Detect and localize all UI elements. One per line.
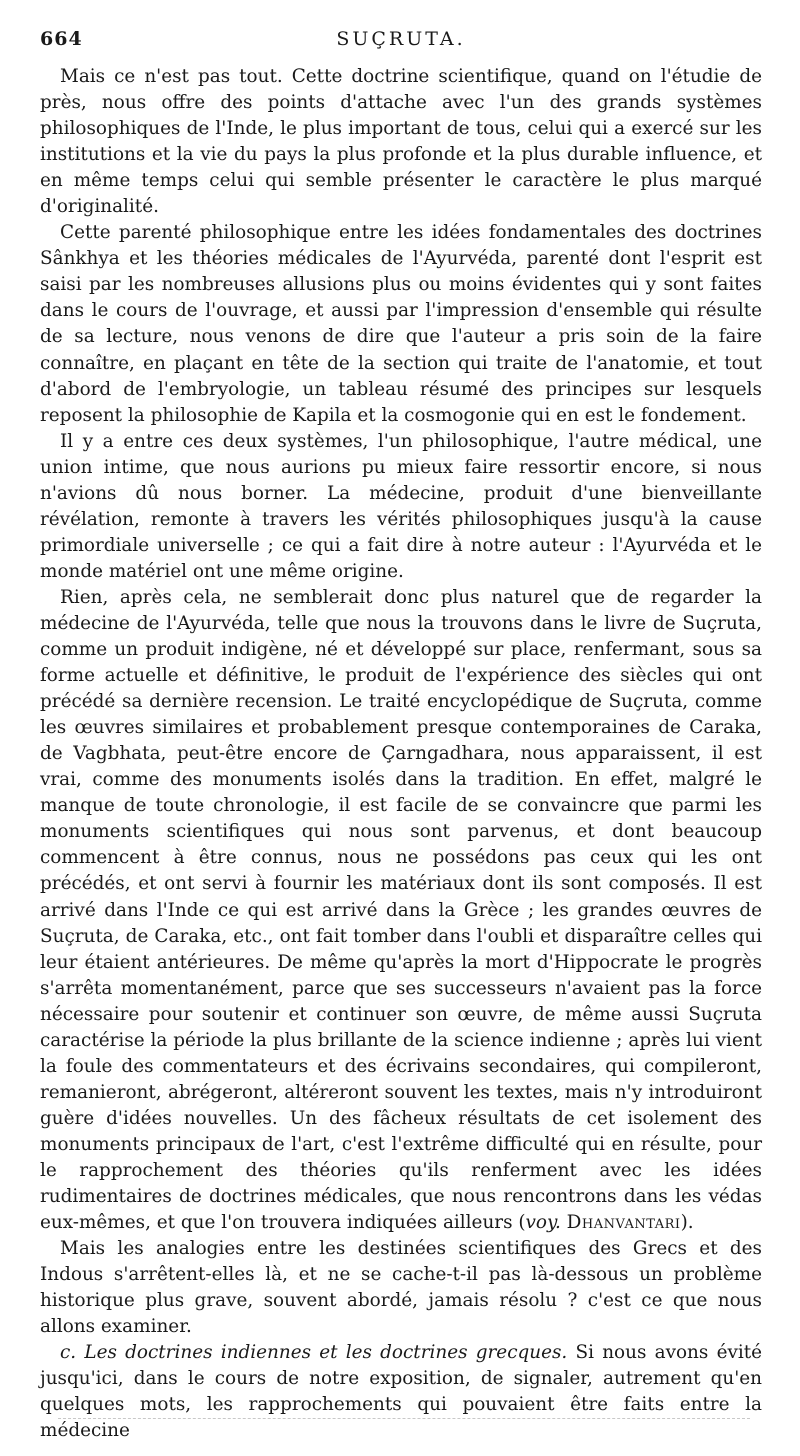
paragraph-text: Rien, après cela, ne semblerait donc plus naturel que de regarder la médecine de l'Ayurvéda, telle que nous la trouvons dans le livre de Suçruta, comme un produit indigène, né et développé sur place, renfermant, sous sa forme actuelle et définitive, le produit de l'expérience des siècles qui ont précédé sa dernière recension. Le traité encyclopédique de Suçruta, comme les œuvres similaires et probablement presque contemporaines de Caraka, de Vagbhata, peut-être encore de Çarngadhara, nous apparaissent, il est vrai, comme des monuments isolés dans la tradition. En effet, malgré le manque de toute chronologie, il est facile de se convaincre que parmi les monuments scientifiques qui nous sont parvenus, et dont beaucoup commencent à être connus, nous ne possédons pas ceux qui les ont précédés, et ont servi à fournir les matériaux dont ils sont composés. Il est arrivé dans l'Inde ce qui est arrivé dans la Grèce ; les grandes œuvres de Suçruta, de Caraka, etc., ont fait tomber dans l'oubli et disparaître celles qui leur étaient antérieures. De même qu'après la mort d'Hippocrate le progrès s'arrêta momentanément, parce que ses successeurs n'avaient pas la force nécessaire pour soutenir et continuer son œuvre, de même aussi Suçruta caractérise la période la plus brillante de la science indienne ; après lui vient la foule des commentateurs et des écrivains secondaires, qui compileront, remanieront, abrégeront, altéreront souvent les textes, mais n'y introduiront guère d'idées nouvelles. Un des fâcheux résultats de cet isolement des monuments principaux de l'art, c'est l'extrême difficulté qui en résulte, pour le rapprochement des théories qu'ils renferment avec les idées rudimentaires de doctrines médicales, que nous rencontrons dans les védas eux-mêmes, et que l'on trouvera indiquées ailleurs ( [40, 586, 762, 1234]
paragraph-1 [40, 64, 762, 220]
paragraph-text: Mais les analogies entre les destinées scientifiques des Grecs et des Indous s'arrêtent-elles là, et ne se cache-t-il pas là-dessous un problème historique plus grave, souvent abordé, jamais résolu ? c'est ce que nous allons examiner. [40, 1238, 762, 1338]
paragraph-text: Cette parenté philosophique entre les idées fondamentales des doctrines Sânkhya et les théories médicales de l'Ayurvéda, parenté dont l'esprit est saisi par les nombreuses allusions plus ou moins évidentes qui y sont faites dans le cours de l'ouvrage, et aussi par l'impression d'ensemble qui résulte de sa lecture, nous venons de dire que l'auteur a pris soin de la faire connaître, en plaçant en tête de la section qui traite de l'anatomie, et tout d'abord de l'embryologie, un tableau résumé des principes sur lesquels reposent la philosophie de Kapila et la cosmogonie qui en est le fondement. [40, 222, 762, 426]
running-head: SUÇRUTA. [336, 28, 466, 50]
section-title: Les doctrines indiennes et les doctrines grecques. [84, 1342, 568, 1364]
section-letter: c. [60, 1342, 77, 1364]
paragraph-text: Mais ce n'est pas tout. Cette doctrine scientifique, quand on l'étudie de près, nous offre des points d'attache avec l'un des grands systèmes philosophiques de l'Inde, le plus important de tous, celui qui a exercé sur les institutions et la vie du pays la plus profonde et la plus durable influence, et en même temps celui qui semble présenter le caractère le plus marqué d'originalité. [40, 66, 762, 218]
footer-rule [58, 1418, 750, 1419]
paragraph-text: Si nous avons évité jusqu'ici, dans le cours de notre exposition, de signaler, autrement qu'en quelques mots, les rapprochements qui pouvaient être faits entre la médecine [40, 1342, 762, 1442]
paragraph-6 [40, 1340, 762, 1444]
cross-reference-abbrev: voy. [525, 1212, 561, 1234]
paragraph-text: Il y a entre ces deux systèmes, l'un philosophique, l'autre médical, une union intime, que nous aurions pu mieux faire ressortir encore, si nous n'avions dû nous borner. La médecine, produit d'une bienveillante révélation, remonte à travers les vérités philosophiques jusqu'à la cause primordiale universelle ; ce qui a fait dire à notre auteur : l'Ayurvéda et le monde matériel ont une même origine. [40, 430, 762, 582]
paragraph-4 [40, 585, 762, 1236]
paragraph-tail: ). [680, 1212, 694, 1234]
body-text [40, 64, 762, 1444]
page-number: 664 [40, 28, 83, 50]
cross-reference-entry: Dhanvantari [566, 1212, 681, 1234]
paragraph-2 [40, 220, 762, 428]
paragraph-5 [40, 1236, 762, 1340]
paragraph-3 [40, 429, 762, 585]
page-header [40, 28, 762, 60]
